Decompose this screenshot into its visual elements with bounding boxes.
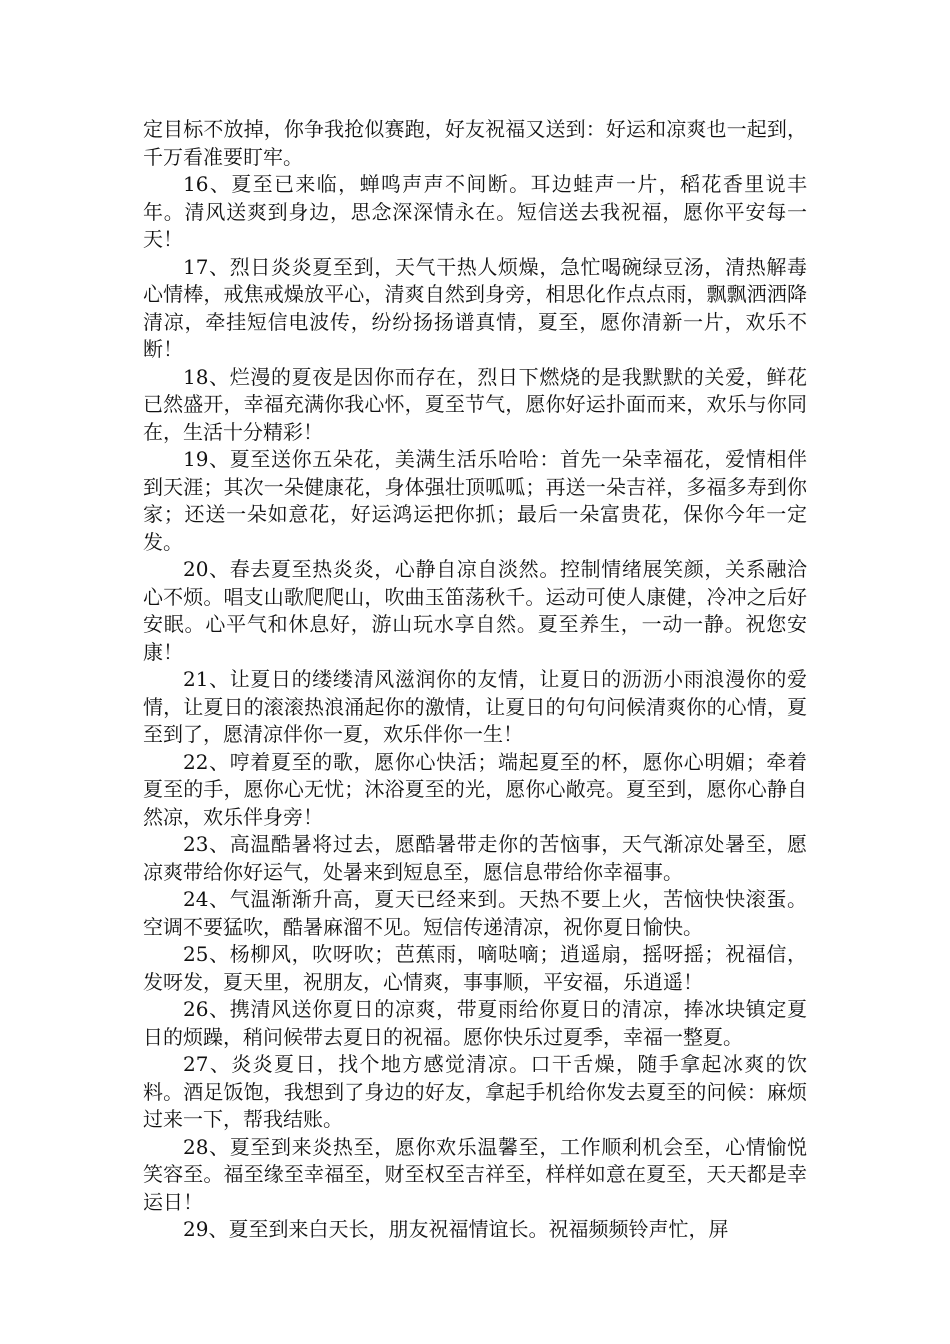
paragraph-20: 20、春去夏至热炎炎，心静自凉自淡然。控制情绪展笑颜，关系融洽心不烦。唱支山歌爬爬山，吹曲玉笛荡秋千。运动可使人康健，冷冲之后好安眠。心平气和休息好，游山玩水享自然。夏至养生，一动一静。祝您安康！	[143, 557, 807, 664]
paragraph-24: 24、气温渐渐升高，夏天已经来到。天热不要上火，苦恼快快滚蛋。空调不要猛吹，酷暑麻溜不见。短信传递清凉，祝你夏日愉快。	[143, 887, 807, 939]
paragraph-28: 28、夏至到来炎热至，愿你欢乐温馨至，工作顺利机会至，心情愉悦笑容至。福至缘至幸福至，财至权至吉祥至，样样如意在夏至，天天都是幸运日！	[143, 1134, 807, 1214]
paragraph-22: 22、哼着夏至的歌，愿你心快活；端起夏至的杯，愿你心明媚；牵着夏至的手，愿你心无忧；沐浴夏至的光，愿你心敞亮。夏至到，愿你心静自然凉，欢乐伴身旁！	[143, 749, 807, 829]
paragraph-16: 16、夏至已来临，蝉鸣声声不间断。耳边蛙声一片，稻花香里说丰年。清风送爽到身边，思念深深情永在。短信送去我祝福，愿你平安每一天！	[143, 172, 807, 251]
paragraph-27: 27、炎炎夏日，找个地方感觉清凉。口干舌燥，随手拿起冰爽的饮料。酒足饭饱，我想到了身边的好友，拿起手机给你发去夏至的问候：麻烦过来一下，帮我结账。	[143, 1052, 807, 1131]
paragraph-17: 17、烈日炎炎夏至到，天气干热人烦燥，急忙喝碗绿豆汤，清热解毒心情棒，戒焦戒燥放平心，清爽自然到身旁，相思化作点点雨，飘飘洒洒降清凉，牵挂短信电波传，纷纷扬扬谱真情，夏至，愿你清新一片，欢乐不断！	[143, 254, 807, 361]
paragraph-26: 26、携清风送你夏日的凉爽，带夏雨给你夏日的清凉，捧冰块镇定夏日的烦躁，稍问候带去夏日的祝福。愿你快乐过夏季，幸福一整夏。	[143, 997, 807, 1049]
paragraph-19: 19、夏至送你五朵花，美满生活乐哈哈：首先一朵幸福花，爱情相伴到天涯；其次一朵健康花，身体强壮顶呱呱；再送一朵吉祥，多福多寿到你家；还送一朵如意花，好运鸿运把你抓；最后一朵富贵花，保你今年一定发。	[143, 447, 807, 554]
document-body	[143, 116, 807, 1244]
paragraph-25: 25、杨柳风，吹呀吹；芭蕉雨，嘀哒嘀；逍遥扇，摇呀摇；祝福信，发呀发，夏天里，祝朋友，心情爽，事事顺，平安福，乐逍遥！	[143, 942, 807, 994]
paragraph-21: 21、让夏日的缕缕清风滋润你的友情，让夏日的沥沥小雨浪漫你的爱情，让夏日的滚滚热浪涌起你的激情，让夏日的句句问候清爽你的心情，夏至到了，愿清凉伴你一夏，欢乐伴你一生！	[143, 667, 807, 746]
paragraph-18: 18、烂漫的夏夜是因你而存在，烈日下燃烧的是我默默的关爱，鲜花已然盛开，幸福充满你我心怀，夏至节气，愿你好运扑面而来，欢乐与你同在，生活十分精彩！	[143, 364, 807, 444]
paragraph-29: 29、夏至到来白天长，朋友祝福情谊长。祝福频频铃声忙，屏	[183, 1217, 729, 1241]
paragraph-23: 23、高温酷暑将过去，愿酷暑带走你的苦恼事，天气渐凉处暑至，愿凉爽带给你好运气，处暑来到短息至，愿信息带给你幸福事。	[143, 832, 807, 884]
paragraph-continuation: 定目标不放掉，你争我抢似赛跑，好友祝福又送到：好运和凉爽也一起到，千万看准要盯牢。	[143, 117, 807, 169]
